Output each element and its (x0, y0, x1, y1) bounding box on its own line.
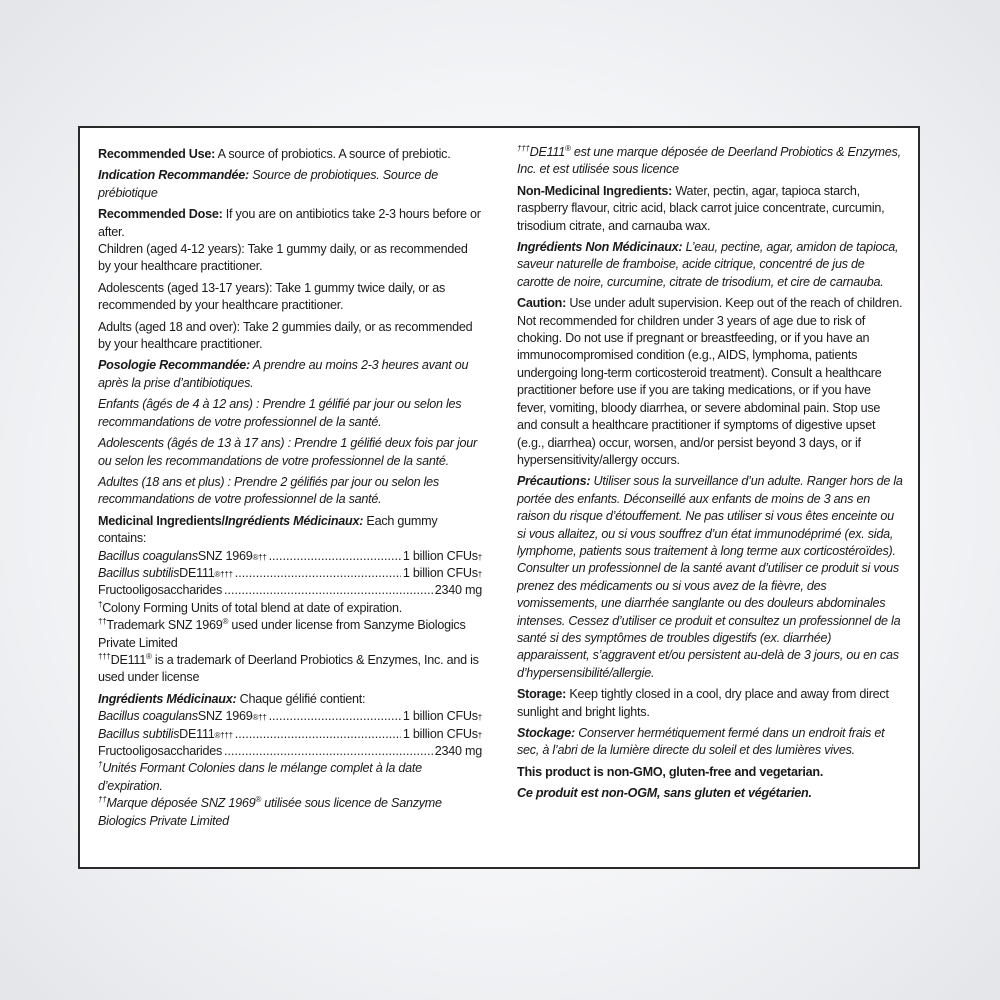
ingredients-medicinaux-heading: Ingrédients Médicinaux: Chaque gélifié contient: (98, 691, 366, 706)
ingredient-row: Bacillus subtilis DE111 ®††† ..... 1 billion CFUs † (98, 565, 482, 582)
posologie-enfants: Enfants (âgés de 4 à 12 ans) : Prendre 1 gélifié par jour ou selon les recommandations de votre professionnel de la santé. (98, 397, 462, 429)
leader-dots (269, 708, 401, 725)
posologie-adolescents: Adolescents (âgés de 13 à 17 ans) : Prendre 1 gélifié deux fois par jour ou selon les recommandations de votre professionnel de la santé. (98, 436, 477, 468)
caution: Caution: Use under adult supervision. Keep out of the reach of children. Not recommended for children under 3 years of age due to risk of choking. Do not use if pregnant or breastfeeding, or if you have an immunocompromised condition (e.g., AIDS, lymphoma, patients undergoing long-term corticosteroid treatment). Consult a healthcare practitioner before use if you are taking medications, or if you have fever, vomiting, bloody diarrhea, or severe abdominal pain. Stop use and consult a healthcare practitioner if symptoms of digestive upset (e.g., diarrhea) occur, worsen, and/or persist beyond 3 days, or if hypersensitivity/allergy occurs. (517, 296, 903, 467)
stockage: Stockage: Conserver hermétiquement fermé dans un endroit frais et sec, à l’abri de la lumière directe du soleil et des lumières vives. (517, 726, 885, 758)
non-gmo-statement: This product is non-GMO, gluten-free and vegetarian. (517, 764, 824, 779)
leader-dots (235, 726, 401, 743)
dose-children: Children (aged 4-12 years): Take 1 gummy daily, or as recommended by your healthcare practitioner. (98, 242, 468, 274)
ingredient-row: Fructooligosaccharides ..... 2340 mg (98, 582, 482, 599)
right-column (517, 144, 903, 807)
precautions: Précautions: Utiliser sous la surveillance d’un adulte. Ranger hors de la portée des enfants. Déconseillé aux enfants de moins de 3 ans en raison du risque d’étouffement. Ne pas utiliser si vous êtes enceinte ou si vous allaitez, ou si vous souffrez d’un état immunodéprimé (ex. sida, lymphome, patients sous traitement à long terme aux corticostéroïdes). Consulter un professionnel de la santé avant d’utiliser ce produit si vous prenez des médicaments ou si vous avez de la fièvre, des vomissements, une diarrhée sanglante ou des douleurs abdominales intenses. Cessez d’utiliser ce produit et consultez un professionnel de la santé si des symptômes de troubles digestifs (ex. diarrhée) apparaissent, s’aggravent et/ou persistent au-delà de 3 jours, ou en cas d’hypersensibilité/allergie. (517, 474, 903, 680)
footnote-snz: ††Trademark SNZ 1969® used under license from Sanzyme Biologics Private Limited (98, 617, 466, 650)
footnote-de111: †††DE111® is a trademark of Deerland Probiotics & Enzymes, Inc. and is used under license (98, 651, 479, 685)
leader-dots (269, 548, 401, 565)
posologie-adultes: Adultes (18 ans et plus) : Prendre 2 gélifiés par jour ou selon les recommandations de votre professionnel de la santé. (98, 474, 439, 507)
ingredient-row: Bacillus coagulans SNZ 1969 ®†† ..... 1 billion CFUs † (98, 548, 482, 565)
ingredient-row: Bacillus coagulans SNZ 1969 ®†† ..... 1 billion CFUs † (98, 708, 482, 725)
dose-adults: Adults (aged 18 and over): Take 2 gummies daily, or as recommended by your healthcare practitioner. (98, 319, 473, 352)
leader-dots (224, 743, 433, 760)
leader-dots (235, 565, 401, 582)
footnote-snz-fr: ††Marque déposée SNZ 1969® utilisée sous licence de Sanzyme Biologics Private Limited (98, 795, 442, 828)
posologie-recommandee: Posologie Recommandée: A prendre au moins 2-3 heures avant ou après la prise d’antibiotiques. (98, 358, 469, 390)
leader-dots (224, 582, 433, 599)
non-ogm-statement: Ce produit est non-OGM, sans gluten et végétarien. (517, 786, 812, 801)
ingredient-row: Bacillus subtilis DE111 ®††† ..... 1 billion CFUs † (98, 726, 482, 743)
indication-recommandee: Indication Recommandée: Source de probiotiques. Source de prébiotique (98, 168, 438, 200)
storage: Storage: Keep tightly closed in a cool, dry place and away from direct sunlight and bright lights. (517, 687, 889, 719)
left-column (98, 146, 482, 834)
ingredient-row: Fructooligosaccharides ..... 2340 mg (98, 743, 482, 760)
non-medicinal-ingredients: Non-Medicinal Ingredients: Water, pectin, agar, tapioca starch, raspberry flavour, citric acid, black carrot juice concentrate, curcumin, trisodium citrate, and carnauba wax. (517, 183, 885, 233)
footnote-de111-fr: †††DE111® est une marque déposée de Deerland Probiotics & Enzymes, Inc. et est utilisée sous licence (517, 144, 901, 177)
recommended-dose: Recommended Dose: If you are on antibiotics take 2-3 hours before or after. (98, 207, 481, 239)
medicinal-ingredients-heading: Medicinal Ingredients/Ingrédients Médicinaux: Each gummy contains: (98, 513, 438, 546)
recommended-use: Recommended Use: A source of probiotics. A source of prebiotic. (98, 147, 451, 161)
dose-adolescents: Adolescents (aged 13-17 years): Take 1 gummy twice daily, or as recommended by your healthcare practitioner. (98, 280, 446, 313)
footnote-ufc: †Unités Formant Colonies dans le mélange complet à la date d’expiration. (98, 760, 422, 793)
footnote-cfu: †Colony Forming Units of total blend at date of expiration. (98, 599, 403, 615)
ingredients-non-medicinaux: Ingrédients Non Médicinaux: L’eau, pectine, agar, amidon de tapioca, saveur naturelle de framboise, acide citrique, concentré de jus de carotte de noire, curcumine, citrate de trisodium, et cire de carnauba. (517, 240, 899, 289)
